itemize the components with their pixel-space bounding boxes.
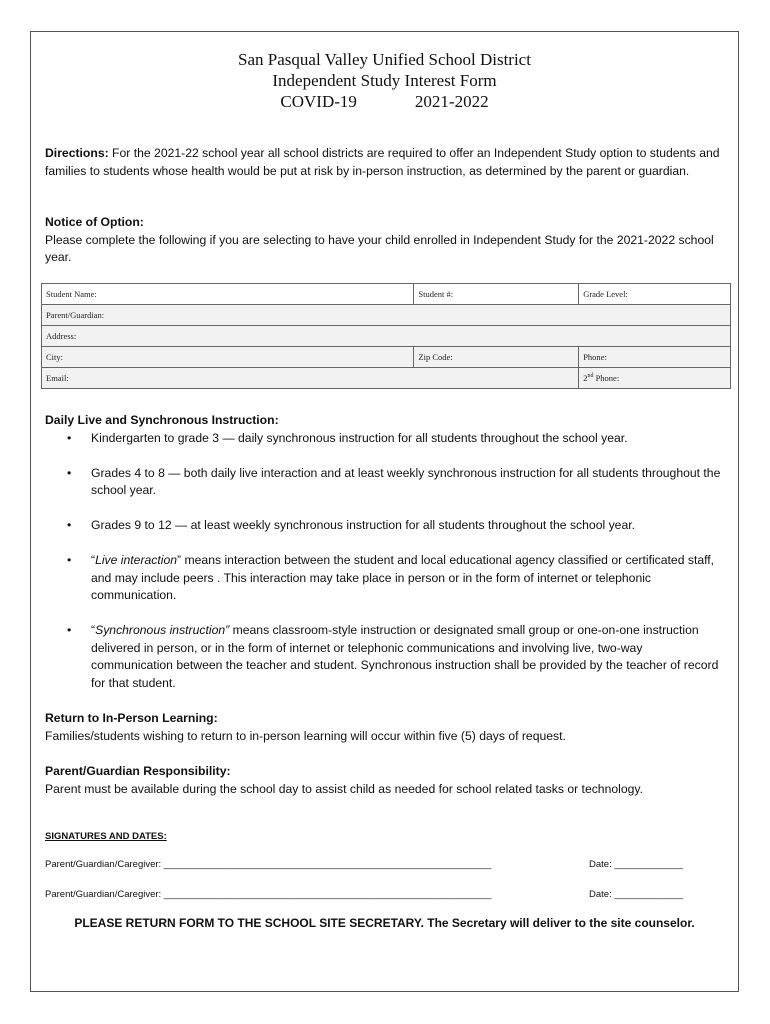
second-phone-sup: nd [587,373,594,380]
email-field[interactable]: Email: [42,368,579,389]
form-subtitle [31,91,738,112]
return-title: Return to In-Person Learning: [45,711,218,725]
second-phone-num: 2 [583,373,588,383]
list-item-text: Grades 9 to 12 — at least weekly synchronous instruction for all students throughout the school year. [91,518,635,532]
notice-text: Please complete the following if you are selecting to have your child enrolled in Independent Study for the 2021-2022 school year. [45,232,714,264]
signature-line-2[interactable]: Parent/Guardian/Caregiver: ______________________________________________________________ [45,889,492,900]
list-item-text: Kindergarten to grade 3 — daily synchronous instruction for all students throughout the school year. [91,430,628,445]
responsibility-title: Parent/Guardian Responsibility: [45,764,231,778]
student-name-field[interactable]: Student Name: [42,284,414,305]
signatures-heading: SIGNATURES AND DATES: [45,831,167,842]
responsibility-section [45,763,726,798]
covid-label: COVID-19 [280,92,357,111]
responsibility-text: Parent must be available during the school day to assist child as needed for school related tasks or technology. [45,781,643,796]
list-item [45,465,726,500]
directions-text: For the 2021-22 school year all school districts are required to offer an Independent Study option to students and families to students whose health would be put at risk by in-person instruction, as determined by the parent or guardian. [45,146,720,178]
quote-mark: “ [91,553,96,567]
form-header [31,49,738,112]
notice-section [45,214,726,267]
list-item [45,552,726,605]
synchronous-instruction-term: Synchronous instruction” [95,623,230,637]
list-item-text: ” means interaction between the student and local educational agency classified or certificated staff, and may include peers . This interaction may take place in person or in the form of internet or telephonic communication. [91,553,715,602]
form-title: Independent Study Interest Form [272,71,497,90]
instruction-title: Daily Live and Synchronous Instruction: [45,413,279,427]
date-line-2[interactable]: Date: _____________ [589,889,684,900]
return-text: Families/students wishing to return to in-person learning will occur within five (5) days of request. [45,728,566,743]
grade-level-field[interactable]: Grade Level: [579,284,731,305]
notice-title: Notice of Option: [45,215,144,229]
bullet-icon: • [67,553,72,567]
signature-line-1[interactable]: Parent/Guardian/Caregiver: ______________________________________________________________ [45,859,492,870]
student-info-table [41,283,731,389]
second-phone-field[interactable] [579,368,731,389]
bullet-icon: • [67,623,72,637]
city-field[interactable]: City: [42,347,414,368]
date-line-1[interactable]: Date: _____________ [589,859,684,870]
return-section [45,710,726,745]
list-item-text: means classroom-style instruction or designated small group or one-on-one instruction delivered in person, or in the form of internet or telephonic communications and involving live, two-way communication between the teacher and student. Synchronous instruction shall be provided by the teacher of record for that student. [91,623,719,690]
instruction-list [45,430,726,693]
directions-section [45,145,726,180]
list-item [45,517,726,535]
form-page [30,31,739,992]
bullet-icon: • [67,430,72,445]
list-item [45,622,726,692]
district-name: San Pasqual Valley Unified School District [238,50,531,69]
address-field[interactable]: Address: [42,326,731,347]
quote-mark: “ [91,623,96,637]
bullet-icon: • [67,518,72,532]
second-phone-label: Phone: [593,373,620,383]
instruction-section [45,412,726,710]
school-year-label: 2021-2022 [414,92,489,111]
list-item [45,430,726,448]
bullet-icon: • [67,465,72,480]
return-instructions: PLEASE RETURN FORM TO THE SCHOOL SITE SECRETARY. The Secretary will deliver to the site counselor. [74,916,695,930]
phone-field[interactable]: Phone: [579,347,731,368]
student-number-field[interactable]: Student #: [414,284,579,305]
parent-guardian-field[interactable]: Parent/Guardian: [42,305,731,326]
zip-code-field[interactable]: Zip Code: [414,347,579,368]
list-item-text: Grades 4 to 8 — both daily live interaction and at least weekly synchronous instruction for all students throughout the school year. [91,465,721,497]
live-interaction-term: Live interaction [95,553,178,567]
directions-label: Directions: [45,146,109,160]
